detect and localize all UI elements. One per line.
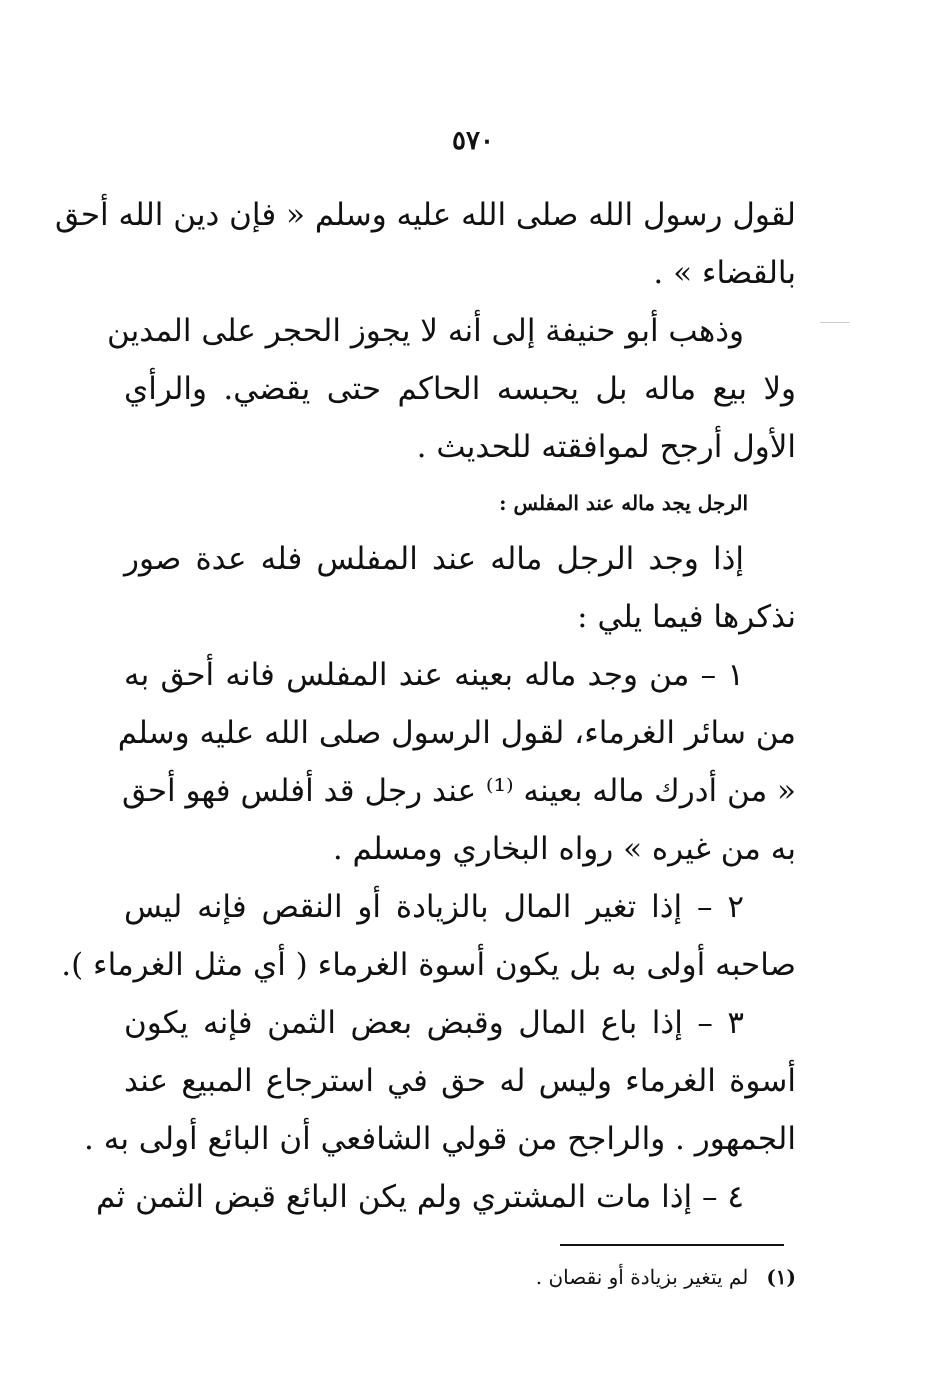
scan-artifact: [820, 322, 850, 323]
footnote-text: لم يتغير بزيادة أو نقصان .: [535, 1265, 749, 1289]
text-line: لقول رسول الله صلى الله عليه وسلم « فإن دين الله أحق: [54, 197, 796, 233]
list-item-line: ١ – من وجد ماله بعينه عند المفلس فانه أحق به: [124, 657, 744, 693]
list-item-line: « من أدرك ماله بعينه ⁽¹⁾ عند رجل قد أفلس فهو أحق: [122, 773, 796, 809]
text-line: إذا وجد الرجل ماله عند المفلس فله عدة صور: [124, 541, 744, 577]
list-item-line: أسوة الغرماء وليس له حق في استرجاع المبيع عند: [124, 1063, 796, 1099]
footnote: [536, 1262, 796, 1292]
text-line: نذكرها فيما يلي :: [577, 599, 796, 635]
list-item-line: الجمهور . والراجح من قولي الشافعي أن البائع أولى به .: [83, 1121, 796, 1157]
text-line: وذهب أبو حنيفة إلى أنه لا يجوز الحجر على المدين: [107, 313, 744, 349]
list-item-line: ٣ – إذا باع المال وقبض بعض الثمن فإنه يكون: [124, 1005, 744, 1041]
list-item-line: ٢ – إذا تغير المال بالزيادة أو النقص فإنه ليس: [124, 889, 744, 925]
list-item-line: صاحبه أولى به بل يكون أسوة الغرماء ( أي مثل الغرماء ).: [61, 947, 796, 983]
text-line: بالقضاء » .: [653, 255, 796, 291]
list-item-line: ٤ – إذا مات المشتري ولم يكن البائع قبض الثمن ثم: [95, 1179, 744, 1215]
text-line: ولا بيع ماله بل يحبسه الحاكم حتى يقضي. والرأي: [124, 371, 796, 407]
list-item-line: به من غيره » رواه البخاري ومسلم .: [332, 831, 796, 867]
page-number: ٥٧٠: [452, 126, 494, 156]
footnote-divider: [560, 1244, 784, 1246]
footnote-marker: (١): [766, 1265, 796, 1289]
section-heading: الرجل يجد ماله عند المفلس :: [499, 491, 748, 515]
list-item-line: من سائر الغرماء، لقول الرسول صلى الله عليه وسلم: [117, 715, 796, 751]
body-text: [54, 186, 796, 1226]
text-line: الأول أرجح لموافقته للحديث .: [416, 429, 796, 465]
